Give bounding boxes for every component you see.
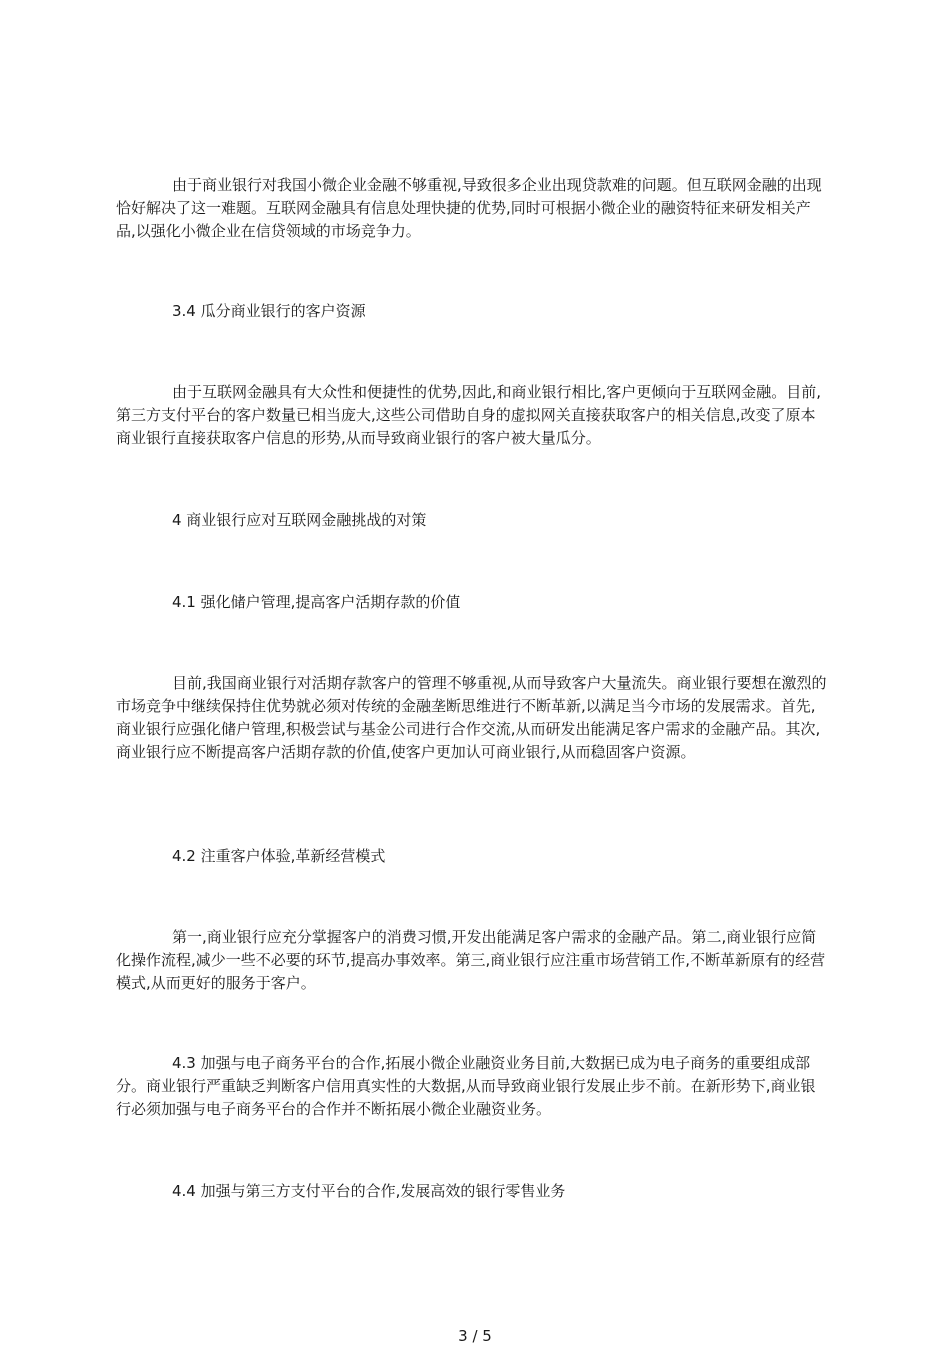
section-heading-4-4: 4.4 加强与第三方支付平台的合作,发展高效的银行零售业务: [172, 1182, 566, 1200]
page-number: 3 / 5: [458, 1327, 492, 1345]
section-heading-3-4: 3.4 瓜分商业银行的客户资源: [172, 302, 366, 320]
paragraph-depositor-management: 目前,我国商业银行对活期存款客户的管理不够重视,从而导致客户大量流失。商业银行要想在激烈的市场竞争中继续保持住优势就必须对传统的金融垄断思维进行不断革新,以满足当今市场的发展需求。首先,商业银行应强化储户管理,积极尝试与基金公司进行合作交流,从而研发出能满足客户需求的金融产品。其次,商业银行应不断提高客户活期存款的价值,使客户更加认可商业银行,从而稳固客户资源。: [116, 674, 827, 761]
paragraph-small-micro-finance: 由于商业银行对我国小微企业金融不够重视,导致很多企业出现贷款难的问题。但互联网金融的出现恰好解决了这一难题。互联网金融具有信息处理快捷的优势,同时可根据小微企业的融资特征来研发相关产品,以强化小微企业在信贷领域的市场竞争力。: [116, 176, 822, 240]
paragraph-ecommerce-cooperation: 4.3 加强与电子商务平台的合作,拓展小微企业融资业务目前,大数据已成为电子商务的重要组成部分。商业银行严重缺乏判断客户信用真实性的大数据,从而导致商业银行发展止步不前。在新形势下,商业银行必须加强与电子商务平台的合作并不断拓展小微企业融资业务。: [116, 1054, 816, 1118]
paragraph-customer-experience: 第一,商业银行应充分掌握客户的消费习惯,开发出能满足客户需求的金融产品。第二,商业银行应简化操作流程,减少一些不必要的环节,提高办事效率。第三,商业银行应注重市场营销工作,不断革新原有的经营模式,从而更好的服务于客户。: [116, 928, 826, 992]
section-heading-4-1: 4.1 强化储户管理,提高客户活期存款的价值: [172, 593, 461, 611]
paragraph-customer-resources: 由于互联网金融具有大众性和便捷性的优势,因此,和商业银行相比,客户更倾向于互联网金融。目前,第三方支付平台的客户数量已相当庞大,这些公司借助自身的虚拟网关直接获取客户的相关信息,改变了原本商业银行直接获取客户信息的形势,从而导致商业银行的客户被大量瓜分。: [116, 383, 822, 447]
section-heading-4-2: 4.2 注重客户体验,革新经营模式: [172, 847, 386, 865]
section-heading-4: 4 商业银行应对互联网金融挑战的对策: [172, 511, 427, 529]
